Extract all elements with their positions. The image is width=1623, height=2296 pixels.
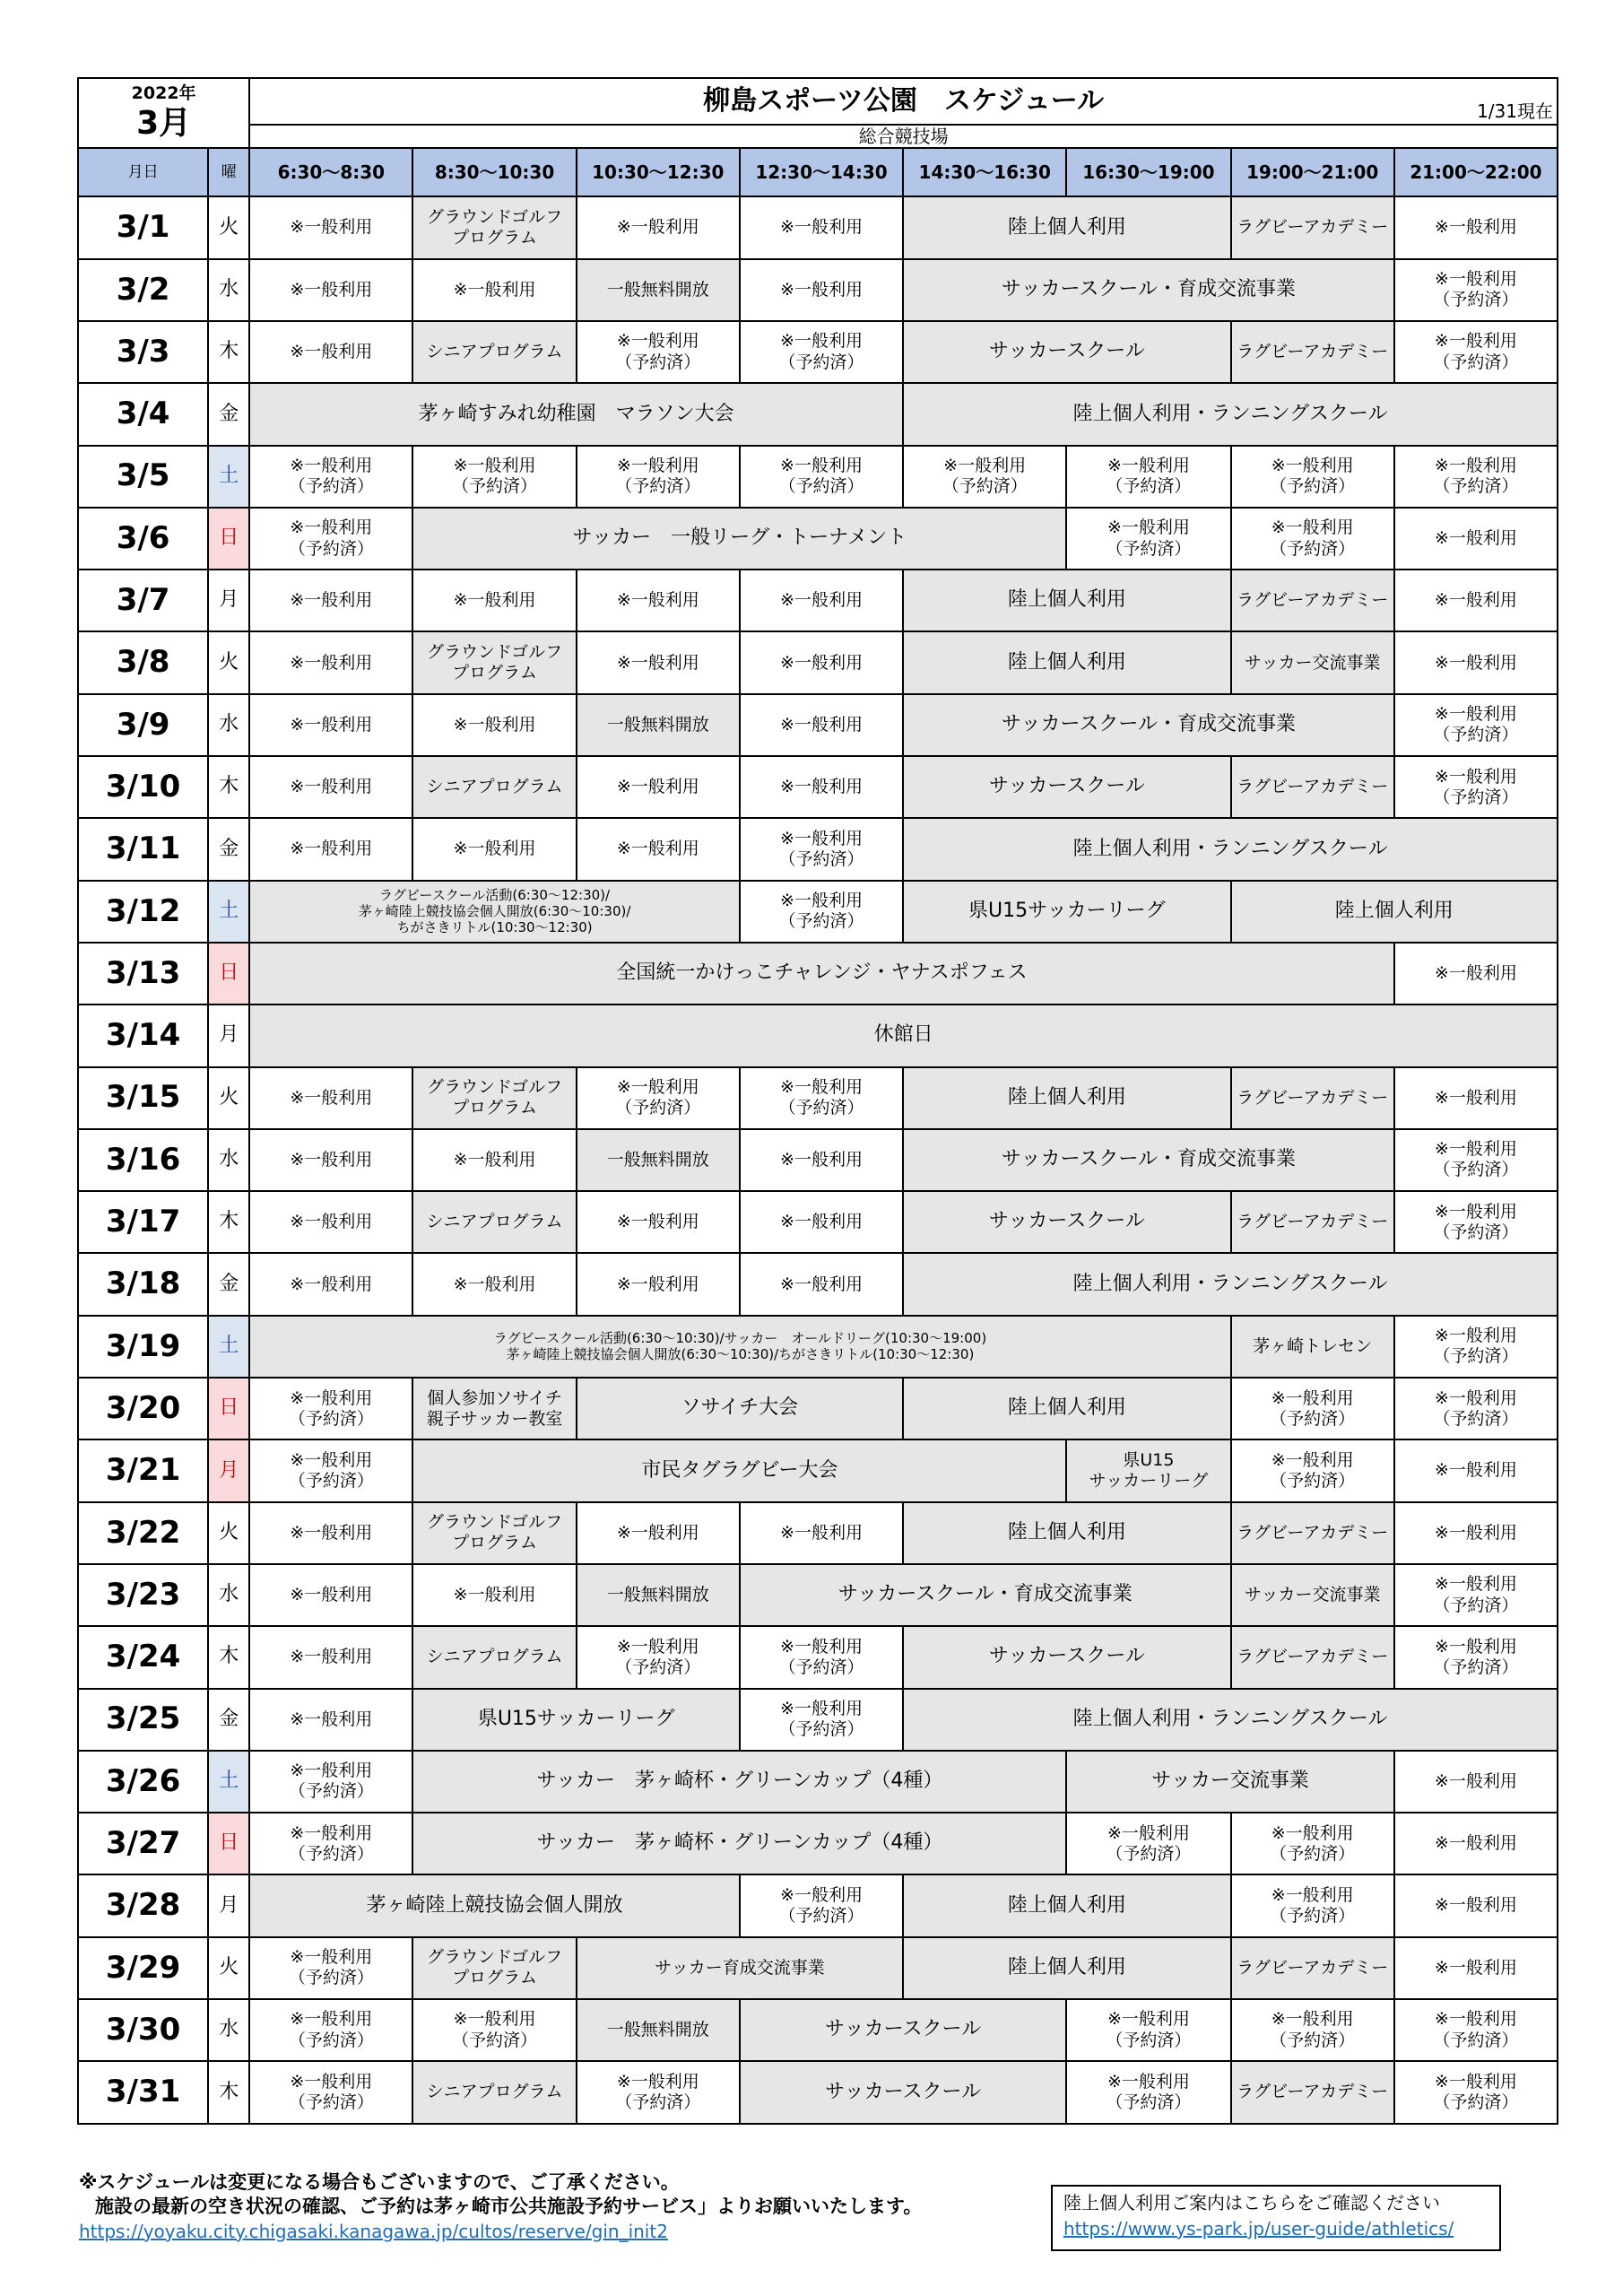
booking-cell: ※一般利用 [740, 1129, 903, 1191]
date-cell: 3/14 [78, 1004, 208, 1066]
date-cell: 3/27 [78, 1813, 208, 1874]
column-header-slot: 10:30～12:30 [577, 148, 740, 196]
booking-cell: ※一般利用 [249, 1253, 412, 1315]
booking-cell: ※一般利用 （予約済） [249, 2061, 412, 2123]
booking-cell: サッカー交流事業 [1231, 1564, 1394, 1626]
schedule-row [78, 1378, 1558, 1439]
booking-cell: ※一般利用 （予約済） [1394, 1191, 1558, 1253]
booking-cell: ※一般利用 [249, 1689, 412, 1751]
booking-cell: ※一般利用 （予約済） [1394, 259, 1558, 321]
booking-cell: 一般無料開放 [577, 1564, 740, 1626]
schedule-row [78, 1502, 1558, 1564]
booking-cell: ※一般利用 [577, 756, 740, 818]
booking-cell: ※一般利用 [577, 1502, 740, 1564]
schedule-row [78, 446, 1558, 508]
booking-cell: ※一般利用 [740, 756, 903, 818]
booking-cell: サッカー 茅ヶ崎杯・グリーンカップ（4種） [412, 1813, 1066, 1874]
booking-cell: 市民タグラグビー大会 [412, 1439, 1066, 1501]
booking-cell: ※一般利用 （予約済） [1231, 446, 1394, 508]
booking-cell: サッカースクール [740, 2061, 1066, 2123]
booking-cell: ※一般利用 [412, 259, 576, 321]
booking-cell: ※一般利用 [249, 1067, 412, 1129]
booking-cell: ※一般利用 [249, 196, 412, 258]
booking-cell: グラウンドゴルフ プログラム [412, 196, 576, 258]
booking-cell: ※一般利用 [740, 1253, 903, 1315]
weekday-cell: 火 [208, 1502, 249, 1564]
booking-cell: ※一般利用 [740, 631, 903, 693]
booking-cell: ※一般利用 （予約済） [740, 1689, 903, 1751]
weekday-cell: 日 [208, 943, 249, 1004]
booking-cell: 茅ヶ崎陸上競技協会個人開放 [249, 1874, 740, 1936]
booking-cell: サッカースクール [740, 1999, 1066, 2061]
booking-cell: ※一般利用 （予約済） [1394, 446, 1558, 508]
weekday-cell: 月 [208, 1874, 249, 1936]
schedule-row [78, 818, 1558, 880]
booking-cell: シニアプログラム [412, 756, 576, 818]
schedule-row [78, 1564, 1558, 1626]
booking-cell: ※一般利用 [577, 1191, 740, 1253]
schedule-row [78, 1191, 1558, 1253]
booking-cell: ※一般利用 （予約済） [1231, 1874, 1394, 1936]
booking-cell: ソサイチ大会 [577, 1378, 903, 1439]
booking-cell: ※一般利用 [249, 1191, 412, 1253]
booking-cell: ※一般利用 （予約済） [249, 1378, 412, 1439]
booking-cell: ※一般利用 [577, 631, 740, 693]
athletics-info-box [1051, 2185, 1501, 2251]
schedule-row [78, 570, 1558, 631]
booking-cell: ※一般利用 [412, 1564, 576, 1626]
booking-cell: サッカースクール [903, 756, 1230, 818]
booking-cell: サッカースクール [903, 1626, 1230, 1688]
schedule-row [78, 881, 1558, 943]
column-header-slot: 19:00～21:00 [1231, 148, 1394, 196]
weekday-cell: 土 [208, 1316, 249, 1378]
booking-cell: シニアプログラム [412, 2061, 576, 2123]
year-month-cell [78, 78, 249, 148]
booking-cell: ※一般利用 （予約済） [740, 446, 903, 508]
schedule-row [78, 1689, 1558, 1751]
weekday-cell: 水 [208, 259, 249, 321]
booking-cell: ※一般利用 [1394, 1813, 1558, 1874]
date-cell: 3/8 [78, 631, 208, 693]
booking-cell: ※一般利用 [740, 196, 903, 258]
column-header-slot: 12:30～14:30 [740, 148, 903, 196]
booking-cell: サッカースクール [903, 321, 1230, 383]
column-header-dow: 曜 [208, 148, 249, 196]
booking-cell: サッカー 一般リーグ・トーナメント [412, 508, 1066, 570]
booking-cell: ※一般利用 （予約済） [1231, 508, 1394, 570]
booking-cell: サッカー育成交流事業 [577, 1937, 903, 1999]
booking-cell: ※一般利用 [1394, 1067, 1558, 1129]
booking-cell: ※一般利用 （予約済） [412, 1999, 576, 2061]
date-cell: 3/31 [78, 2061, 208, 2123]
booking-cell: ラグビースクール活動(6:30～10:30)/サッカー オールドリーグ(10:30～19:00) 茅ヶ崎陸上競技協会個人開放(6:30～10:30)/ちがさきリトル(10:30～12:30) [249, 1316, 1230, 1378]
booking-cell: ※一般利用 （予約済） [1066, 1999, 1230, 2061]
weekday-cell: 日 [208, 508, 249, 570]
date-cell: 3/24 [78, 1626, 208, 1688]
booking-cell: ※一般利用 [1394, 196, 1558, 258]
booking-cell: ※一般利用 （予約済） [1066, 446, 1230, 508]
weekday-cell: 土 [208, 881, 249, 943]
booking-cell: シニアプログラム [412, 321, 576, 383]
booking-cell: ラグビースクール活動(6:30～12:30)/ 茅ヶ崎陸上競技協会個人開放(6:30～10:30)/ ちがさきリトル(10:30～12:30) [249, 881, 740, 943]
booking-cell: サッカー 茅ヶ崎杯・グリーンカップ（4種） [412, 1751, 1066, 1813]
booking-cell: ※一般利用 [577, 570, 740, 631]
month-label: 3月 [136, 104, 192, 142]
booking-cell: ※一般利用 [249, 570, 412, 631]
booking-cell: ※一般利用 （予約済） [249, 508, 412, 570]
date-cell: 3/9 [78, 694, 208, 756]
booking-cell: ※一般利用 [249, 756, 412, 818]
booking-cell: ※一般利用 [740, 1191, 903, 1253]
schedule-row [78, 1253, 1558, 1315]
date-cell: 3/7 [78, 570, 208, 631]
date-cell: 3/30 [78, 1999, 208, 2061]
booking-cell: ※一般利用 [1394, 1937, 1558, 1999]
date-cell: 3/5 [78, 446, 208, 508]
booking-cell: ラグビーアカデミー [1231, 1191, 1394, 1253]
booking-cell: ※一般利用 （予約済） [1394, 1378, 1558, 1439]
booking-cell: 陸上個人利用 [903, 1937, 1230, 1999]
booking-cell: サッカースクール・育成交流事業 [903, 259, 1394, 321]
booking-cell: ※一般利用 [740, 694, 903, 756]
date-cell: 3/21 [78, 1439, 208, 1501]
schedule-row [78, 1937, 1558, 1999]
column-header-row [78, 148, 1558, 196]
booking-cell: ※一般利用 [1394, 1874, 1558, 1936]
booking-cell: シニアプログラム [412, 1191, 576, 1253]
date-cell: 3/15 [78, 1067, 208, 1129]
booking-cell: ※一般利用 （予約済） [740, 881, 903, 943]
schedule-row [78, 1316, 1558, 1378]
schedule-table [77, 77, 1558, 2125]
date-cell: 3/18 [78, 1253, 208, 1315]
weekday-cell: 火 [208, 196, 249, 258]
booking-cell: ※一般利用 [577, 818, 740, 880]
weekday-cell: 木 [208, 2061, 249, 2123]
date-cell: 3/29 [78, 1937, 208, 1999]
booking-cell: ※一般利用 （予約済） [249, 446, 412, 508]
booking-cell: ※一般利用 [249, 321, 412, 383]
booking-cell: ※一般利用 （予約済） [1231, 1439, 1394, 1501]
booking-cell: ※一般利用 [249, 1626, 412, 1688]
booking-cell: ※一般利用 （予約済） [412, 446, 576, 508]
booking-cell: サッカー交流事業 [1066, 1751, 1393, 1813]
booking-cell: ※一般利用 （予約済） [1394, 694, 1558, 756]
date-cell: 3/23 [78, 1564, 208, 1626]
booking-cell: ※一般利用 （予約済） [1394, 1316, 1558, 1378]
schedule-row [78, 1004, 1558, 1066]
booking-cell: 県U15サッカーリーグ [903, 881, 1230, 943]
schedule-row [78, 1067, 1558, 1129]
booking-cell: 陸上個人利用 [903, 1378, 1230, 1439]
weekday-cell: 金 [208, 818, 249, 880]
date-cell: 3/12 [78, 881, 208, 943]
booking-cell: ラグビーアカデミー [1231, 570, 1394, 631]
booking-cell: 陸上個人利用・ランニングスクール [903, 383, 1558, 445]
booking-cell: 茅ヶ崎すみれ幼稚園 マラソン大会 [249, 383, 903, 445]
booking-cell: ※一般利用 [1394, 1439, 1558, 1501]
booking-cell: グラウンドゴルフ プログラム [412, 1937, 576, 1999]
booking-cell: ※一般利用 [412, 1129, 576, 1191]
booking-cell: 休館日 [249, 1004, 1558, 1066]
booking-cell: ※一般利用 [1394, 631, 1558, 693]
column-header-slot: 21:00～22:00 [1394, 148, 1558, 196]
booking-cell: ラグビーアカデミー [1231, 196, 1394, 258]
date-cell: 3/22 [78, 1502, 208, 1564]
booking-cell: ※一般利用 [740, 259, 903, 321]
booking-cell: サッカースクール・育成交流事業 [903, 694, 1394, 756]
booking-cell: 一般無料開放 [577, 1129, 740, 1191]
date-cell: 3/28 [78, 1874, 208, 1936]
booking-cell: 陸上個人利用 [903, 1067, 1230, 1129]
weekday-cell: 水 [208, 1999, 249, 2061]
weekday-cell: 金 [208, 383, 249, 445]
booking-cell: ※一般利用 （予約済） [1231, 1999, 1394, 2061]
booking-cell: ラグビーアカデミー [1231, 321, 1394, 383]
schedule-row [78, 1874, 1558, 1936]
booking-cell: サッカースクール [903, 1191, 1230, 1253]
date-cell: 3/2 [78, 259, 208, 321]
booking-cell: 陸上個人利用 [903, 631, 1230, 693]
schedule-row [78, 943, 1558, 1004]
column-header-date: 月日 [78, 148, 208, 196]
date-cell: 3/6 [78, 508, 208, 570]
athletics-info-text: 陸上個人利用ご案内はこちらをご確認ください [1063, 2192, 1440, 2213]
schedule-row [78, 2061, 1558, 2123]
booking-cell: ※一般利用 [740, 570, 903, 631]
booking-cell: 陸上個人利用・ランニングスクール [903, 818, 1558, 880]
schedule-row [78, 1751, 1558, 1813]
schedule-row [78, 196, 1558, 258]
booking-cell: 個人参加ソサイチ 親子サッカー教室 [412, 1378, 576, 1439]
page-title: 柳島スポーツ公園 スケジュール [703, 84, 1105, 117]
booking-cell: ※一般利用 [249, 1564, 412, 1626]
booking-cell: ※一般利用 [1394, 508, 1558, 570]
column-header-slot: 8:30～10:30 [412, 148, 576, 196]
date-cell: 3/17 [78, 1191, 208, 1253]
schedule-row [78, 1129, 1558, 1191]
booking-cell: ラグビーアカデミー [1231, 1937, 1394, 1999]
column-header-slot: 16:30～19:00 [1066, 148, 1230, 196]
booking-cell: ※一般利用 （予約済） [740, 818, 903, 880]
booking-cell: ラグビーアカデミー [1231, 1626, 1394, 1688]
booking-cell: ※一般利用 [412, 818, 576, 880]
booking-cell: ※一般利用 （予約済） [740, 1874, 903, 1936]
booking-cell: グラウンドゴルフ プログラム [412, 631, 576, 693]
date-cell: 3/1 [78, 196, 208, 258]
booking-cell: ※一般利用 [249, 818, 412, 880]
booking-cell: ※一般利用 （予約済） [249, 1751, 412, 1813]
booking-cell: グラウンドゴルフ プログラム [412, 1067, 576, 1129]
schedule-row [78, 383, 1558, 445]
column-header-slot: 6:30～8:30 [249, 148, 412, 196]
booking-cell: ※一般利用 （予約済） [249, 1937, 412, 1999]
booking-cell: 一般無料開放 [577, 694, 740, 756]
booking-cell: ラグビーアカデミー [1231, 1502, 1394, 1564]
booking-cell: ※一般利用 （予約済） [1231, 1378, 1394, 1439]
schedule-row [78, 508, 1558, 570]
booking-cell: ※一般利用 [1394, 1751, 1558, 1813]
booking-cell: 陸上個人利用 [903, 1874, 1230, 1936]
booking-cell: サッカースクール・育成交流事業 [903, 1129, 1394, 1191]
weekday-cell: 月 [208, 1439, 249, 1501]
booking-cell: ラグビーアカデミー [1231, 2061, 1394, 2123]
booking-cell: 陸上個人利用 [903, 570, 1230, 631]
booking-cell: ※一般利用 [249, 259, 412, 321]
reservation-notice: 施設の最新の空き状況の確認、ご予約は茅ヶ崎市公共施設予約サービス」よりお願いいたします。 [95, 2196, 923, 2218]
booking-cell: ※一般利用 （予約済） [577, 446, 740, 508]
booking-cell: 陸上個人利用 [903, 1502, 1230, 1564]
date-cell: 3/3 [78, 321, 208, 383]
booking-cell: シニアプログラム [412, 1626, 576, 1688]
date-cell: 3/13 [78, 943, 208, 1004]
weekday-cell: 木 [208, 321, 249, 383]
booking-cell: ※一般利用 [412, 694, 576, 756]
booking-cell: 茅ヶ崎トレセン [1231, 1316, 1394, 1378]
title-cell [249, 78, 1558, 125]
schedule-row [78, 694, 1558, 756]
date-cell: 3/4 [78, 383, 208, 445]
date-cell: 3/25 [78, 1689, 208, 1751]
weekday-cell: 水 [208, 694, 249, 756]
change-notice: ※スケジュールは変更になる場合もございますので、ご了承ください。 [79, 2171, 680, 2193]
booking-cell: 陸上個人利用・ランニングスクール [903, 1253, 1558, 1315]
date-cell: 3/11 [78, 818, 208, 880]
weekday-cell: 水 [208, 1564, 249, 1626]
booking-cell: ※一般利用 [412, 1253, 576, 1315]
schedule-row [78, 1813, 1558, 1874]
weekday-cell: 木 [208, 1191, 249, 1253]
booking-cell: ※一般利用 （予約済） [249, 1439, 412, 1501]
booking-cell: ※一般利用 （予約済） [1394, 1564, 1558, 1626]
footer-notes [79, 2170, 922, 2243]
booking-cell: 全国統一かけっこチャレンジ・ヤナスポフェス [249, 943, 1394, 1004]
weekday-cell: 火 [208, 631, 249, 693]
booking-cell: ※一般利用 （予約済） [577, 1626, 740, 1688]
schedule-row [78, 321, 1558, 383]
booking-cell: ※一般利用 [1394, 1502, 1558, 1564]
booking-cell: ラグビーアカデミー [1231, 1067, 1394, 1129]
booking-cell: 県U15 サッカーリーグ [1066, 1439, 1230, 1501]
weekday-cell: 日 [208, 1813, 249, 1874]
as-of-date: 1/31現在 [1477, 100, 1553, 122]
booking-cell: ※一般利用 （予約済） [1394, 321, 1558, 383]
weekday-cell: 月 [208, 1004, 249, 1066]
booking-cell: ※一般利用 （予約済） [577, 1067, 740, 1129]
booking-cell: ※一般利用 [412, 570, 576, 631]
schedule-row [78, 631, 1558, 693]
year-label: 2022年 [131, 83, 196, 103]
booking-cell: ※一般利用 （予約済） [740, 1626, 903, 1688]
weekday-cell: 木 [208, 1626, 249, 1688]
booking-cell: ※一般利用 （予約済） [577, 2061, 740, 2123]
date-cell: 3/26 [78, 1751, 208, 1813]
date-cell: 3/16 [78, 1129, 208, 1191]
schedule-row [78, 1439, 1558, 1501]
booking-cell: ※一般利用 （予約済） [249, 1999, 412, 2061]
booking-cell: ※一般利用 [249, 694, 412, 756]
schedule-row [78, 259, 1558, 321]
booking-cell: 陸上個人利用・ランニングスクール [903, 1689, 1558, 1751]
weekday-cell: 木 [208, 756, 249, 818]
booking-cell: ※一般利用 （予約済） [1066, 2061, 1230, 2123]
booking-cell: ※一般利用 （予約済） [1394, 1129, 1558, 1191]
weekday-cell: 金 [208, 1253, 249, 1315]
weekday-cell: 土 [208, 1751, 249, 1813]
booking-cell: ※一般利用 （予約済） [1066, 508, 1230, 570]
booking-cell: ※一般利用 （予約済） [1066, 1813, 1230, 1874]
booking-cell: ※一般利用 [249, 631, 412, 693]
booking-cell: サッカー交流事業 [1231, 631, 1394, 693]
schedule-row [78, 1626, 1558, 1688]
weekday-cell: 日 [208, 1378, 249, 1439]
booking-cell: ラグビーアカデミー [1231, 756, 1394, 818]
booking-cell: ※一般利用 （予約済） [1394, 1999, 1558, 2061]
booking-cell: ※一般利用 （予約済） [1231, 1813, 1394, 1874]
booking-cell: 一般無料開放 [577, 1999, 740, 2061]
booking-cell: ※一般利用 （予約済） [740, 1067, 903, 1129]
weekday-cell: 火 [208, 1937, 249, 1999]
booking-cell: ※一般利用 （予約済） [740, 321, 903, 383]
booking-cell: ※一般利用 （予約済） [249, 1813, 412, 1874]
booking-cell: ※一般利用 [577, 1253, 740, 1315]
booking-cell: 県U15サッカーリーグ [412, 1689, 739, 1751]
booking-cell: ※一般利用 [1394, 570, 1558, 631]
booking-cell: ※一般利用 （予約済） [1394, 2061, 1558, 2123]
booking-cell: ※一般利用 [577, 196, 740, 258]
weekday-cell: 月 [208, 570, 249, 631]
booking-cell: ※一般利用 （予約済） [577, 321, 740, 383]
booking-cell: ※一般利用 [740, 1502, 903, 1564]
booking-cell: 一般無料開放 [577, 259, 740, 321]
weekday-cell: 火 [208, 1067, 249, 1129]
date-cell: 3/19 [78, 1316, 208, 1378]
booking-cell: サッカースクール・育成交流事業 [740, 1564, 1231, 1626]
weekday-cell: 水 [208, 1129, 249, 1191]
date-cell: 3/20 [78, 1378, 208, 1439]
booking-cell: グラウンドゴルフ プログラム [412, 1502, 576, 1564]
booking-cell: ※一般利用 （予約済） [1394, 1626, 1558, 1688]
booking-cell: ※一般利用 [249, 1129, 412, 1191]
reservation-link[interactable]: https://yoyaku.city.chigasaki.kanagawa.jp/cultos/reserve/gin_init2 [79, 2220, 668, 2242]
booking-cell: ※一般利用 （予約済） [1394, 756, 1558, 818]
booking-cell: ※一般利用 [1394, 943, 1558, 1004]
weekday-cell: 土 [208, 446, 249, 508]
weekday-cell: 金 [208, 1689, 249, 1751]
booking-cell: 陸上個人利用 [903, 196, 1230, 258]
column-header-slot: 14:30～16:30 [903, 148, 1066, 196]
booking-cell: ※一般利用 （予約済） [903, 446, 1066, 508]
schedule-row [78, 756, 1558, 818]
venue-label: 総合競技場 [249, 125, 1558, 148]
booking-cell: ※一般利用 [249, 1502, 412, 1564]
date-cell: 3/10 [78, 756, 208, 818]
booking-cell: 陸上個人利用 [1231, 881, 1558, 943]
athletics-info-link[interactable]: https://www.ys-park.jp/user-guide/athletics/ [1063, 2218, 1454, 2239]
schedule-row [78, 1999, 1558, 2061]
